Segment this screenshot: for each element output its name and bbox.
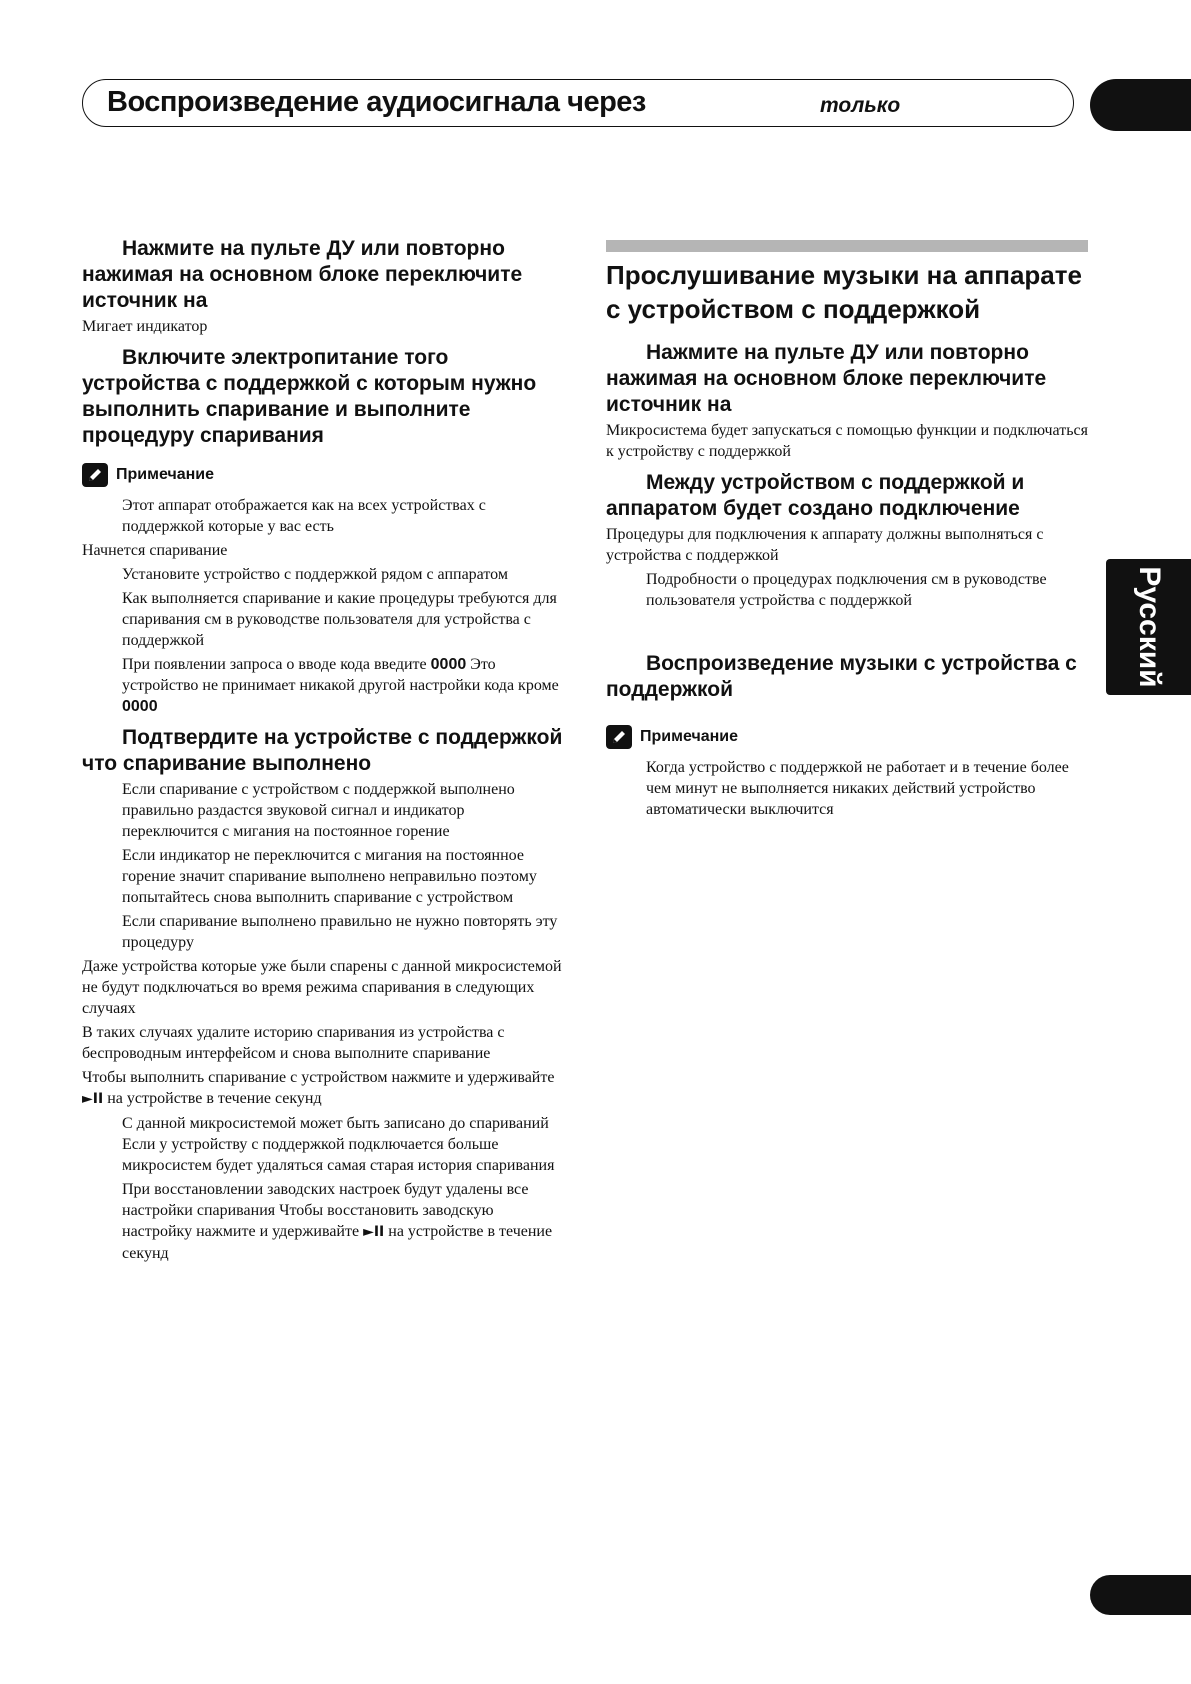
section-title: Прослушивание музыки на аппарате с устройством с поддержкой [606, 260, 1082, 324]
right-step-1-body: Микросистема будет запускаться с помощью функции и подключаться к устройству с поддержкой [606, 422, 1088, 460]
factory-reset-after: на устройстве в течение секунд [122, 1223, 553, 1262]
play-pause-icon-2: ►II [363, 1224, 385, 1240]
paragraph-hold-play [82, 1067, 564, 1110]
passcode-value: 0000 [430, 656, 467, 673]
pairing-starts-text: Начнется спаривание [82, 542, 228, 559]
step-1-body: Мигает индикатор [82, 318, 208, 335]
factory-reset-before: При восстановлении заводских настроек будут удалены все настройки спаривания Чтобы восстановить заводскую настройку нажмите и удерживайте [122, 1181, 529, 1240]
bullet-placement: Установите устройство с поддержкой рядом с аппаратом [122, 566, 508, 583]
page-number-tab [1090, 1575, 1191, 1615]
hold-play-after: на устройстве в течение секунд [107, 1090, 322, 1107]
bullet-procedures: Как выполняется спаривание и какие процедуры требуются для спаривания см в руководстве пользователя для устройства с поддержкой [122, 590, 557, 649]
right-step-2-body: Процедуры для подключения к аппарату должны выполняться с устройства с поддержкой [606, 526, 1044, 564]
step-3-title: Подтвердите на устройстве с поддержкой что спаривание выполнено [82, 726, 563, 775]
paragraph-delete-history: В таких случаях удалите историю спаривания из устройства с беспроводным интерфейсом и снова выполните спаривание [82, 1024, 505, 1062]
bullet-no-repeat: Если спаривание выполнено правильно не нужно повторять эту процедуру [122, 913, 558, 951]
hold-play-before: Чтобы выполнить спаривание с устройством нажмите и удерживайте [82, 1069, 555, 1086]
play-pause-icon: ►II [82, 1091, 104, 1107]
right-step-1-title: Нажмите на пульте ДУ или повторно нажимая на основном блоке переключите источник на [606, 341, 1047, 416]
left-column [82, 236, 564, 1267]
note-text: Этот аппарат отображается как на всех устройствах с поддержкой которые у вас есть [122, 497, 486, 535]
page-title-suffix: только [820, 94, 901, 117]
passcode-text-before: При появлении запроса о вводе кода введите [122, 656, 427, 673]
bullet-success: Если спаривание с устройством с поддержкой выполнено правильно раздастся звуковой сигнал и индикатор переключится с мигания на постоянное горение [122, 781, 515, 840]
right-note-heading-label: Примечание [640, 728, 739, 745]
bullet-failure: Если индикатор не переключится с мигания на постоянное горение значит спаривание выполнено неправильно поэтому попытайтесь снова выполнить спаривание с устройством [122, 847, 537, 906]
paragraph-already-paired: Даже устройства которые уже были спарены с данной микросистемой не будут подключаться во время режима спаривания в следующих случаях [82, 958, 562, 1017]
passcode-text-middle: Это устройство не принимает никакой другой настройки кода кроме [122, 656, 559, 694]
pencil-note-icon [606, 725, 632, 749]
right-note-heading [606, 725, 1088, 749]
bullet-factory-reset [82, 1179, 564, 1264]
chapter-tab [1090, 79, 1191, 131]
passcode-value-2: 0000 [122, 698, 158, 715]
note-heading [82, 463, 564, 487]
page-title: Воспроизведение аудиосигнала через [107, 86, 646, 118]
right-note-text: Когда устройство с поддержкой не работает и в течение более чем минут не выполняется никаких действий устройство автоматически выключится [646, 759, 1069, 818]
step-2-title: Включите электропитание того устройства с поддержкой с которым нужно выполнить спаривание и выполните процедуру спаривания [82, 346, 537, 447]
right-column [606, 240, 1088, 823]
right-step-2-bullet: Подробности о процедурах подключения см в руководстве пользователя устройства с поддержкой [646, 571, 1047, 609]
section-rule [606, 240, 1088, 252]
step-1-title: Нажмите на пульте ДУ или повторно нажимая на основном блоке переключите источник на [82, 237, 523, 312]
bullet-max-pairings: С данной микросистемой может быть записано до спариваний Если у устройству с поддержкой подключается больше микросистем будет удаляться самая старая история спаривания [122, 1115, 555, 1174]
pencil-note-icon [82, 463, 108, 487]
bullet-passcode [82, 654, 564, 717]
language-label: Русский [1132, 566, 1166, 688]
note-heading-label: Примечание [116, 466, 215, 483]
right-step-3-title: Воспроизведение музыки с устройства с поддержкой [606, 652, 1077, 701]
right-step-2-title: Между устройством с поддержкой и аппаратом будет создано подключение [606, 471, 1025, 520]
language-tab [1106, 559, 1191, 695]
